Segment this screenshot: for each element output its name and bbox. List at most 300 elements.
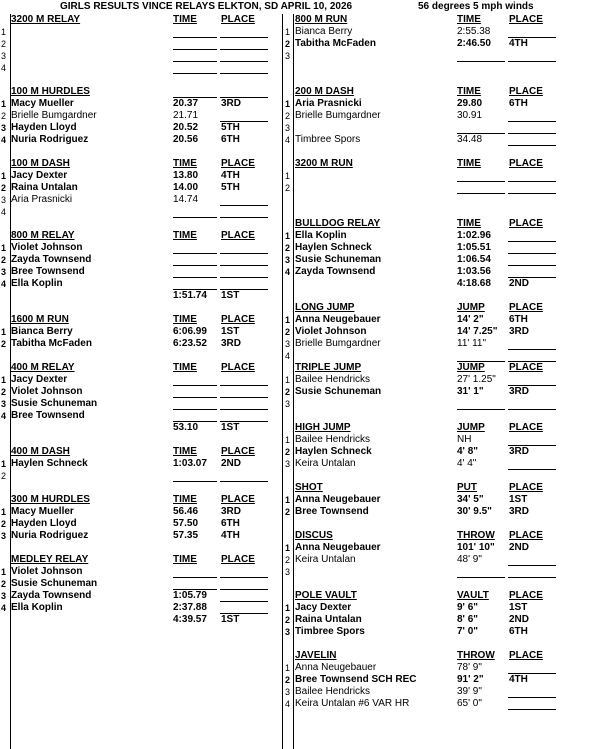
place-column-blank bbox=[220, 86, 268, 98]
athlete-name: Violet Johnson bbox=[11, 386, 83, 397]
result-row bbox=[283, 494, 595, 506]
result-mark-blank bbox=[173, 62, 217, 74]
place-column-header: PLACE bbox=[221, 230, 255, 241]
result-row bbox=[0, 326, 291, 338]
event-title: 300 M HURDLES bbox=[11, 494, 90, 505]
result-row bbox=[283, 326, 595, 338]
event-header bbox=[0, 158, 291, 170]
mark-column-header: THROW bbox=[457, 530, 495, 541]
result-mark: 65' 0" bbox=[457, 698, 482, 709]
athlete-name: Raina Untalan bbox=[11, 182, 78, 193]
athlete-name: Bree Townsend bbox=[295, 506, 369, 517]
result-row bbox=[283, 98, 595, 110]
result-row bbox=[283, 566, 595, 578]
entry-number: 3 bbox=[1, 399, 7, 409]
result-mark: 91' 2" bbox=[457, 674, 484, 685]
result-place: 4TH bbox=[509, 38, 528, 49]
result-row bbox=[283, 314, 595, 326]
result-row bbox=[0, 122, 291, 134]
result-place-blank bbox=[508, 242, 556, 254]
result-place: 2ND bbox=[509, 614, 530, 625]
result-row bbox=[0, 206, 291, 218]
result-mark: 9' 6" bbox=[457, 602, 479, 613]
result-row bbox=[0, 386, 291, 398]
result-mark-blank bbox=[173, 410, 217, 422]
result-row bbox=[0, 614, 291, 626]
result-mark-blank bbox=[173, 50, 217, 62]
place-column-header: PLACE bbox=[509, 422, 543, 433]
athlete-name: Timbree Spors bbox=[295, 134, 361, 145]
place-column-header: PLACE bbox=[509, 362, 543, 373]
entry-number: 2 bbox=[1, 111, 7, 121]
result-row bbox=[0, 398, 291, 410]
mark-column-header: TIME bbox=[173, 230, 197, 241]
result-place-blank bbox=[508, 26, 556, 38]
result-place: 3RD bbox=[509, 506, 530, 517]
result-place-blank bbox=[220, 110, 268, 122]
result-mark: 56.46 bbox=[173, 506, 199, 517]
event-header bbox=[0, 314, 291, 326]
entry-number: 2 bbox=[285, 183, 291, 193]
entry-number: 2 bbox=[1, 471, 7, 481]
result-place-blank bbox=[220, 278, 268, 290]
result-row bbox=[283, 602, 595, 614]
result-place: 1ST bbox=[509, 602, 528, 613]
result-place-blank bbox=[508, 170, 556, 182]
result-mark-blank bbox=[457, 182, 505, 194]
athlete-name: Susie Schuneman bbox=[11, 398, 98, 409]
athlete-name: Brielle Bumgardner bbox=[295, 338, 381, 349]
result-mark: 14' 2" bbox=[457, 314, 484, 325]
result-mark: 1:06.54 bbox=[457, 254, 491, 265]
entry-number: 1 bbox=[1, 27, 7, 37]
result-row bbox=[283, 458, 595, 470]
event-spacer bbox=[0, 146, 291, 158]
result-mark: 2:37.88 bbox=[173, 602, 207, 613]
result-place-blank bbox=[220, 470, 268, 482]
entry-number: 2 bbox=[1, 387, 7, 397]
event-header bbox=[283, 158, 595, 170]
result-place: 1ST bbox=[221, 614, 240, 625]
result-row bbox=[0, 26, 291, 38]
result-place-blank bbox=[508, 134, 556, 146]
athlete-name: Zayda Townsend bbox=[295, 266, 376, 277]
result-place-blank bbox=[220, 26, 268, 38]
place-column-header: PLACE bbox=[221, 158, 255, 169]
athlete-name: Susie Schuneman bbox=[11, 578, 98, 589]
result-row bbox=[283, 242, 595, 254]
result-place-blank bbox=[508, 254, 556, 266]
athlete-name: Timbree Spors bbox=[295, 626, 365, 637]
event-header bbox=[283, 302, 595, 314]
athlete-name: Keira Untalan bbox=[295, 458, 356, 469]
event-spacer bbox=[283, 206, 595, 218]
entry-number: 1 bbox=[1, 375, 7, 385]
result-row bbox=[0, 374, 291, 386]
result-mark: 2:55.38 bbox=[457, 26, 491, 37]
result-mark: 31' 1" bbox=[457, 386, 484, 397]
athlete-name: Aria Prasnicki bbox=[11, 194, 73, 205]
result-row bbox=[283, 434, 595, 446]
result-mark: 1:05.51 bbox=[457, 242, 491, 253]
entry-number: 3 bbox=[285, 459, 291, 469]
result-place: 6TH bbox=[221, 134, 240, 145]
result-place-blank bbox=[220, 206, 268, 218]
event-spacer bbox=[0, 542, 291, 554]
event-spacer bbox=[283, 146, 595, 158]
result-mark: 11' 11" bbox=[457, 338, 486, 349]
result-place-blank bbox=[220, 38, 268, 50]
mark-column-header: PUT bbox=[457, 482, 477, 493]
result-row bbox=[0, 278, 291, 290]
entry-number: 4 bbox=[1, 63, 7, 73]
place-column-header: PLACE bbox=[509, 302, 543, 313]
result-place-blank bbox=[220, 374, 268, 386]
page-title: GIRLS RESULTS VINCE RELAYS ELKTON, SD APRIL 10, 2026 bbox=[60, 1, 353, 12]
result-place: 4TH bbox=[221, 170, 240, 181]
entry-number: 1 bbox=[285, 27, 291, 37]
result-row bbox=[283, 506, 595, 518]
event-spacer bbox=[0, 218, 291, 230]
result-mark-blank bbox=[173, 206, 217, 218]
result-mark: 4:39.57 bbox=[173, 614, 207, 625]
entry-number: 3 bbox=[1, 267, 7, 277]
result-mark-blank bbox=[173, 374, 217, 386]
entry-number: 2 bbox=[285, 387, 291, 397]
athlete-name: Jacy Dexter bbox=[11, 374, 68, 385]
event-spacer bbox=[0, 434, 291, 446]
result-row bbox=[283, 662, 595, 674]
result-row bbox=[0, 410, 291, 422]
athlete-name: Haylen Schneck bbox=[295, 446, 372, 457]
result-place-blank bbox=[508, 554, 556, 566]
entry-number: 2 bbox=[285, 243, 291, 253]
athlete-name: Ella Koplin bbox=[295, 230, 347, 241]
result-place-blank bbox=[508, 458, 556, 470]
event-header bbox=[0, 86, 291, 98]
result-mark-blank bbox=[457, 398, 505, 410]
event-spacer bbox=[0, 350, 291, 362]
entry-number: 3 bbox=[285, 123, 291, 133]
result-place-blank bbox=[220, 410, 268, 422]
result-row bbox=[283, 230, 595, 242]
athlete-name: Raina Untalan bbox=[295, 614, 362, 625]
place-column-header: PLACE bbox=[221, 362, 255, 373]
mark-column-header: TIME bbox=[173, 14, 197, 25]
entry-number: 1 bbox=[285, 99, 291, 109]
entry-number: 1 bbox=[285, 231, 291, 241]
event-title: DISCUS bbox=[295, 530, 333, 541]
result-place-blank bbox=[508, 686, 556, 698]
result-row bbox=[0, 170, 291, 182]
result-place-blank bbox=[508, 230, 556, 242]
event-title: 800 M RELAY bbox=[11, 230, 75, 241]
entry-number: 3 bbox=[285, 399, 291, 409]
event-header bbox=[0, 14, 291, 26]
result-row bbox=[283, 122, 595, 134]
athlete-name: Anna Neugebauer bbox=[295, 662, 377, 673]
result-mark-blank bbox=[457, 350, 505, 362]
entry-number: 4 bbox=[285, 699, 291, 709]
result-row bbox=[283, 686, 595, 698]
result-row bbox=[0, 134, 291, 146]
result-mark-blank bbox=[173, 398, 217, 410]
event-title: 3200 M RUN bbox=[295, 158, 353, 169]
entry-number: 2 bbox=[1, 519, 7, 529]
event-header bbox=[0, 554, 291, 566]
result-mark-blank bbox=[457, 122, 505, 134]
event-header bbox=[283, 86, 595, 98]
result-place: 1ST bbox=[221, 326, 240, 337]
result-mark: 4' 8" bbox=[457, 446, 479, 457]
event-spacer bbox=[283, 410, 595, 422]
result-place-blank bbox=[508, 374, 556, 386]
mark-column-header: TIME bbox=[173, 446, 197, 457]
event-header bbox=[283, 482, 595, 494]
result-mark: 30.91 bbox=[457, 110, 483, 121]
result-mark: 8' 6" bbox=[457, 614, 479, 625]
entry-number: 3 bbox=[1, 123, 7, 133]
result-row bbox=[283, 626, 595, 638]
entry-number: 1 bbox=[285, 375, 291, 385]
weather-info: 56 degrees 5 mph winds bbox=[418, 1, 534, 12]
result-mark-blank bbox=[457, 170, 505, 182]
event-header bbox=[283, 218, 595, 230]
place-column-header: PLACE bbox=[509, 530, 543, 541]
event-title: BULLDOG RELAY bbox=[295, 218, 381, 229]
event-header bbox=[283, 362, 595, 374]
entry-number: 3 bbox=[285, 627, 291, 637]
entry-number: 2 bbox=[285, 675, 291, 685]
place-column-header: PLACE bbox=[221, 446, 255, 457]
result-row bbox=[0, 182, 291, 194]
result-mark-blank bbox=[173, 242, 217, 254]
mark-column-header: VAULT bbox=[457, 590, 489, 601]
entry-number: 2 bbox=[285, 39, 291, 49]
result-place-blank bbox=[508, 698, 556, 710]
result-row bbox=[0, 194, 291, 206]
result-place-blank bbox=[220, 50, 268, 62]
result-place: 3RD bbox=[509, 386, 530, 397]
result-mark: 1:05.79 bbox=[173, 590, 207, 601]
result-mark-blank bbox=[173, 26, 217, 38]
place-column-header: PLACE bbox=[509, 86, 543, 97]
result-mark: 7' 0" bbox=[457, 626, 479, 637]
result-place: 5TH bbox=[221, 122, 240, 133]
entry-number: 4 bbox=[1, 279, 7, 289]
athlete-name: Brielle Bumgardner bbox=[11, 110, 97, 121]
result-mark: 34.48 bbox=[457, 134, 483, 145]
result-place-blank bbox=[508, 338, 556, 350]
result-place: 2ND bbox=[221, 458, 242, 469]
result-mark-blank bbox=[173, 566, 217, 578]
result-mark: 20.52 bbox=[173, 122, 199, 133]
athlete-name: Haylen Schneck bbox=[295, 242, 372, 253]
result-row bbox=[0, 518, 291, 530]
athlete-name: Tabitha McFaden bbox=[295, 38, 376, 49]
result-row bbox=[0, 530, 291, 542]
result-row bbox=[0, 458, 291, 470]
result-mark: 39' 9" bbox=[457, 686, 482, 697]
event-spacer bbox=[0, 74, 291, 86]
result-mark-blank bbox=[173, 38, 217, 50]
place-column-header: PLACE bbox=[221, 14, 255, 25]
athlete-name: Macy Mueller bbox=[11, 506, 74, 517]
entry-number: 2 bbox=[1, 183, 7, 193]
result-mark-blank bbox=[173, 266, 217, 278]
result-mark: 29.80 bbox=[457, 98, 483, 109]
result-place: 2ND bbox=[509, 542, 530, 553]
entry-number: 1 bbox=[285, 495, 291, 505]
result-place: 2ND bbox=[509, 278, 530, 289]
left-events-column bbox=[0, 14, 291, 626]
event-header bbox=[283, 530, 595, 542]
entry-number: 3 bbox=[285, 51, 291, 61]
result-place: 5TH bbox=[221, 182, 240, 193]
result-row bbox=[283, 170, 595, 182]
place-column-header: PLACE bbox=[221, 494, 255, 505]
entry-number: 4 bbox=[1, 207, 7, 217]
place-column-header: PLACE bbox=[509, 482, 543, 493]
event-title: 400 M RELAY bbox=[11, 362, 75, 373]
mark-column-blank bbox=[173, 86, 217, 98]
entry-number: 4 bbox=[285, 135, 291, 145]
result-row bbox=[283, 182, 595, 194]
event-title: MEDLEY RELAY bbox=[11, 554, 89, 565]
entry-number: 4 bbox=[285, 267, 291, 277]
entry-number: 4 bbox=[1, 135, 7, 145]
result-row bbox=[283, 110, 595, 122]
entry-number: 1 bbox=[1, 99, 7, 109]
result-row bbox=[283, 554, 595, 566]
result-row bbox=[283, 350, 595, 362]
result-place-blank bbox=[508, 398, 556, 410]
place-column-header: PLACE bbox=[509, 158, 543, 169]
entry-number: 2 bbox=[1, 39, 7, 49]
result-place-blank bbox=[220, 266, 268, 278]
result-row bbox=[283, 446, 595, 458]
result-row bbox=[283, 266, 595, 278]
entry-number: 2 bbox=[285, 111, 291, 121]
athlete-name: Anna Neugebauer bbox=[295, 494, 381, 505]
result-mark: 1:03.07 bbox=[173, 458, 207, 469]
mark-column-header: TIME bbox=[173, 494, 197, 505]
result-row bbox=[0, 266, 291, 278]
entry-number: 1 bbox=[285, 543, 291, 553]
result-mark-blank bbox=[173, 470, 217, 482]
event-title: 800 M RUN bbox=[295, 14, 348, 25]
result-mark: 57.50 bbox=[173, 518, 199, 529]
result-place-blank bbox=[508, 266, 556, 278]
result-row bbox=[0, 470, 291, 482]
result-place: 4TH bbox=[221, 530, 240, 541]
event-spacer bbox=[0, 482, 291, 494]
mark-column-header: TIME bbox=[457, 14, 481, 25]
result-row bbox=[283, 698, 595, 710]
mark-column-header: TIME bbox=[457, 86, 481, 97]
entry-number: 1 bbox=[1, 243, 7, 253]
mark-column-header: TIME bbox=[457, 158, 481, 169]
mark-column-header: JUMP bbox=[457, 422, 485, 433]
result-mark-blank bbox=[457, 566, 505, 578]
athlete-name: Bailee Hendricks bbox=[295, 434, 371, 445]
athlete-name: Aria Prasnicki bbox=[295, 98, 362, 109]
athlete-name: Ella Koplin bbox=[11, 602, 63, 613]
athlete-name: Bree Townsend SCH REC bbox=[295, 674, 417, 685]
entry-number: 1 bbox=[285, 663, 291, 673]
result-row bbox=[0, 566, 291, 578]
result-row bbox=[283, 26, 595, 38]
event-spacer bbox=[283, 578, 595, 590]
result-row bbox=[0, 578, 291, 590]
result-place-blank bbox=[508, 566, 556, 578]
event-header bbox=[0, 230, 291, 242]
entry-number: 2 bbox=[285, 327, 291, 337]
result-row bbox=[0, 290, 291, 302]
mark-column-header: THROW bbox=[457, 650, 495, 661]
place-column-header: PLACE bbox=[221, 554, 255, 565]
entry-number: 1 bbox=[1, 507, 7, 517]
mark-column-header: TIME bbox=[457, 218, 481, 229]
result-mark: 20.37 bbox=[173, 98, 199, 109]
athlete-name: Nuria Rodriguez bbox=[11, 530, 89, 541]
result-mark: 53.10 bbox=[173, 422, 199, 433]
athlete-name: Ella Koplin bbox=[11, 278, 63, 289]
result-mark: 48' 9" bbox=[457, 554, 482, 565]
result-row bbox=[0, 602, 291, 614]
mark-column-header: JUMP bbox=[457, 302, 485, 313]
result-row bbox=[283, 374, 595, 386]
athlete-name: Violet Johnson bbox=[11, 566, 83, 577]
athlete-name: Violet Johnson bbox=[11, 242, 83, 253]
athlete-name: Tabitha McFaden bbox=[11, 338, 92, 349]
event-header bbox=[0, 494, 291, 506]
result-mark: 14.00 bbox=[173, 182, 199, 193]
result-row bbox=[0, 110, 291, 122]
result-mark: 30' 9.5" bbox=[457, 506, 492, 517]
result-mark: 4:18.68 bbox=[457, 278, 491, 289]
mark-column-header: JUMP bbox=[457, 362, 485, 373]
entry-number: 1 bbox=[285, 315, 291, 325]
result-mark: NH bbox=[457, 434, 472, 445]
mark-column-header: TIME bbox=[173, 554, 197, 565]
result-row bbox=[283, 254, 595, 266]
result-mark-blank bbox=[173, 386, 217, 398]
place-column-header: PLACE bbox=[221, 314, 255, 325]
result-row bbox=[283, 278, 595, 290]
result-row bbox=[0, 506, 291, 518]
entry-number: 1 bbox=[1, 327, 7, 337]
result-row bbox=[0, 242, 291, 254]
result-place: 3RD bbox=[221, 338, 242, 349]
result-place: 1ST bbox=[509, 494, 528, 505]
result-place-blank bbox=[508, 110, 556, 122]
result-row bbox=[283, 134, 595, 146]
entry-number: 3 bbox=[285, 687, 291, 697]
result-row bbox=[0, 50, 291, 62]
event-header bbox=[283, 590, 595, 602]
result-mark: 27' 1.25" bbox=[457, 374, 496, 385]
result-mark: 2:46.50 bbox=[457, 38, 491, 49]
event-spacer bbox=[283, 638, 595, 650]
place-column-header: PLACE bbox=[509, 590, 543, 601]
entry-number: 2 bbox=[1, 339, 7, 349]
result-row bbox=[0, 590, 291, 602]
event-title: 3200 M RELAY bbox=[11, 14, 81, 25]
entry-number: 3 bbox=[1, 531, 7, 541]
mark-column-header: TIME bbox=[173, 362, 197, 373]
entry-number: 4 bbox=[1, 603, 7, 613]
